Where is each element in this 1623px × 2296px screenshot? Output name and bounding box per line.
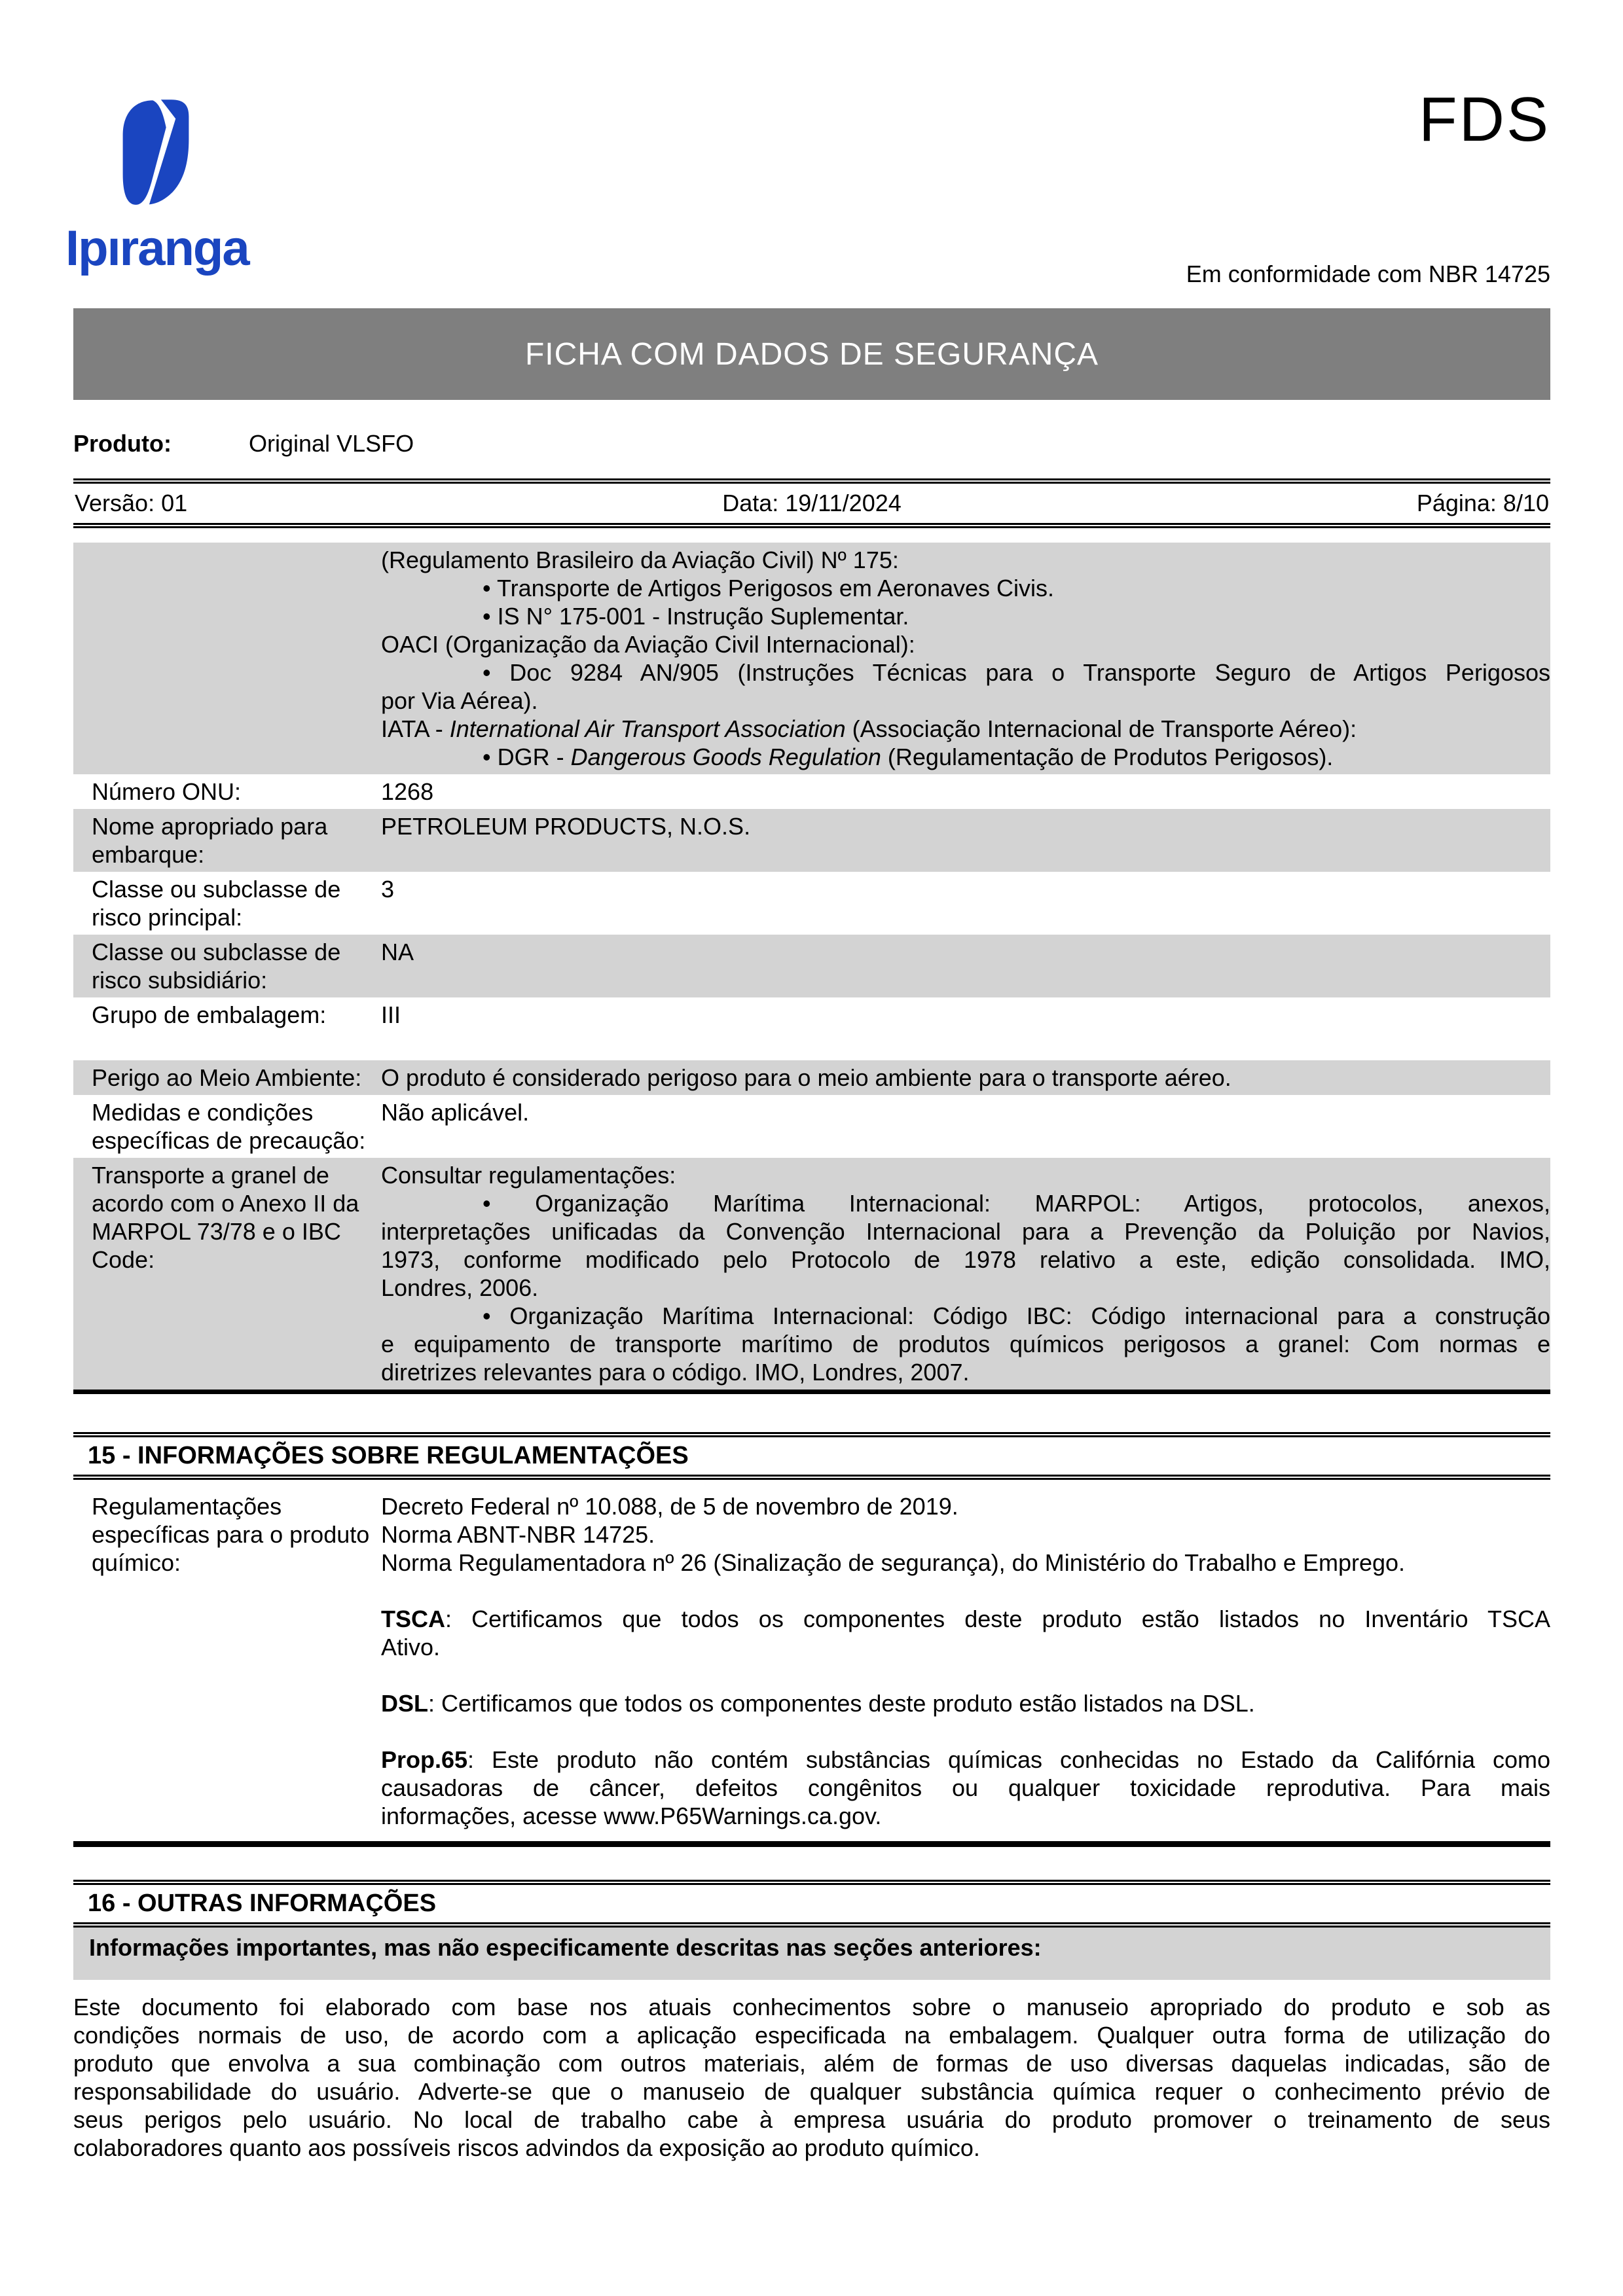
meta-row bbox=[73, 478, 1550, 528]
product-label: Produto: bbox=[73, 430, 172, 457]
table-spacer bbox=[73, 1032, 1550, 1060]
para-line-2: condições normais de uso, de acordo com a aplicação especificada na embalagem. Qualquer outra forma de utilização do bbox=[73, 2022, 1550, 2049]
bulk-intro: Consultar regulamentações: bbox=[381, 1162, 676, 1189]
marpol-bullet-line-2: interpretações unificadas da Convenção Internacional para a Prevenção da Poluição por Navios, bbox=[381, 1218, 1550, 1245]
row-bulk-transport-value bbox=[381, 1158, 1550, 1390]
rbac-bullet-2: • IS N° 175-001 - Instrução Suplementar. bbox=[483, 603, 909, 630]
row-packing-group-label: Grupo de embalagem: bbox=[92, 1001, 327, 1028]
row-air-regulations bbox=[73, 543, 1550, 774]
brand-wordmark: Ipıranga bbox=[65, 221, 249, 276]
row-bulk-transport bbox=[73, 1158, 1550, 1390]
row-packing-group bbox=[73, 997, 1550, 1032]
row-shipping-name bbox=[73, 809, 1550, 872]
row-packing-group-value: III bbox=[381, 1001, 401, 1028]
row-environment-hazard-value: O produto é considerado perigoso para o meio ambiente para o transporte aéreo. bbox=[381, 1064, 1231, 1091]
ipiranga-flame-icon bbox=[119, 98, 192, 208]
ipiranga-logo bbox=[65, 98, 275, 277]
dgr-line: • DGR - Dangerous Goods Regulation (Regulamentação de Produtos Perigosos). bbox=[483, 744, 1334, 770]
compliance-note: Em conformidade com NBR 14725 bbox=[1186, 260, 1550, 287]
prop65-line-2: causadoras de câncer, defeitos congênitos ou qualquer toxicidade reprodutiva. Para mais bbox=[381, 1774, 1550, 1801]
row-numero-onu-label: Número ONU: bbox=[92, 778, 242, 805]
row-environment-hazard bbox=[73, 1060, 1550, 1095]
section-15-row-label: Regulamentações específicas para o produto químico: bbox=[92, 1493, 370, 1576]
prop65-line-1: Prop.65: Este produto não contém substâncias químicas conhecidas no Estado da Califórnia como bbox=[381, 1746, 1550, 1773]
row-hazard-class-value: 3 bbox=[381, 876, 395, 903]
marpol-bullet-line-4: Londres, 2006. bbox=[381, 1274, 539, 1301]
row-subsidiary-class bbox=[73, 935, 1550, 997]
reg-line-1: Decreto Federal nº 10.088, de 5 de novembro de 2019. bbox=[381, 1493, 958, 1520]
row-precautions bbox=[73, 1095, 1550, 1158]
ibc-bullet-line-2: e equipamento de transporte marítimo de produtos químicos perigosos a granel: Com normas e bbox=[381, 1331, 1550, 1357]
ibc-bullet-line-3: diretrizes relevantes para o código. IMO, Londres, 2007. bbox=[381, 1359, 970, 1386]
para-line-3: produto que envolva a sua combinação com outros materiais, além de formas de uso diversas daquelas indicadas, são de bbox=[73, 2050, 1550, 2077]
rbac-intro: (Regulamento Brasileiro da Aviação Civil) Nº 175: bbox=[381, 547, 899, 573]
section-16-paragraph bbox=[73, 1993, 1550, 2162]
para-line-4: responsabilidade do usuário. Adverte-se que o manuseio de qualquer substância química requer o conhecimento prévio de bbox=[73, 2078, 1550, 2105]
product-value: Original VLSFO bbox=[249, 430, 414, 457]
prop65-line-3: informações, acesse www.P65Warnings.ca.gov. bbox=[381, 1803, 882, 1829]
row-precautions-value: Não aplicável. bbox=[381, 1099, 530, 1126]
row-air-regulations-label bbox=[73, 543, 381, 774]
tsca-line-2: Ativo. bbox=[381, 1634, 441, 1660]
version-text: Versão: 01 bbox=[75, 490, 188, 516]
row-subsidiary-class-label: Classe ou subclasse de risco subsidiário: bbox=[92, 939, 341, 994]
blank-line bbox=[381, 1577, 1550, 1605]
oaci-intro: OACI (Organização da Aviação Civil Internacional): bbox=[381, 631, 915, 658]
page-content bbox=[73, 308, 1550, 2162]
blank-line bbox=[381, 1717, 1550, 1746]
section-16-header: 16 - OUTRAS INFORMAÇÕES bbox=[73, 1880, 1550, 1928]
row-numero-onu-value: 1268 bbox=[381, 778, 434, 805]
iata-italic-name: International Air Transport Association bbox=[449, 715, 846, 742]
row-numero-onu bbox=[73, 774, 1550, 809]
ibc-bullet-line-1: • Organização Marítima Internacional: Código IBC: Código internacional para a construção bbox=[483, 1302, 1550, 1329]
blank-line bbox=[381, 1661, 1550, 1689]
para-line-5: seus perigos pelo usuário. No local de trabalho cabe à empresa usuária do produto promover o treinamento de seus bbox=[73, 2106, 1550, 2133]
transport-table bbox=[73, 543, 1550, 1394]
reg-line-2: Norma ABNT-NBR 14725. bbox=[381, 1521, 655, 1548]
prop65-term: Prop.65 bbox=[381, 1746, 468, 1773]
para-line-6: colaboradores quanto aos possíveis riscos advindos da exposição ao produto químico. bbox=[73, 2134, 980, 2161]
row-environment-hazard-label: Perigo ao Meio Ambiente: bbox=[92, 1064, 362, 1091]
row-bulk-transport-label: Transporte a granel de acordo com o Anexo II da MARPOL 73/78 e o IBC Code: bbox=[92, 1162, 359, 1273]
marpol-bullet-line-3: 1973, conforme modificado pelo Protocolo de 1978 relativo a este, edição consolidada. IMO, bbox=[381, 1246, 1550, 1273]
oaci-bullet-line-2: por Via Aérea). bbox=[381, 687, 538, 714]
iata-line: IATA - International Air Transport Association (Associação Internacional de Transporte Aéreo): bbox=[381, 715, 1357, 742]
row-air-regulations-value bbox=[381, 543, 1550, 774]
tsca-line-1: TSCA: Certificamos que todos os componentes deste produto estão listados no Inventário TSCA bbox=[381, 1605, 1550, 1632]
title-banner: FICHA COM DADOS DE SEGURANÇA bbox=[73, 308, 1550, 400]
row-precautions-label: Medidas e condições específicas de precaução: bbox=[92, 1099, 366, 1154]
date-text: Data: 19/11/2024 bbox=[722, 490, 902, 516]
oaci-bullet-line-1: • Doc 9284 AN/905 (Instruções Técnicas para o Transporte Seguro de Artigos Perigosos bbox=[483, 659, 1550, 686]
reg-line-3: Norma Regulamentadora nº 26 (Sinalização de segurança), do Ministério do Trabalho e Emprego. bbox=[381, 1549, 1406, 1576]
section-15-row-value bbox=[381, 1489, 1550, 1833]
product-row bbox=[73, 430, 1550, 457]
row-hazard-class-label: Classe ou subclasse de risco principal: bbox=[92, 876, 341, 931]
row-shipping-name-value: PETROLEUM PRODUCTS, N.O.S. bbox=[381, 813, 751, 840]
tsca-term: TSCA bbox=[381, 1605, 445, 1632]
section-16-subheader: Informações importantes, mas não especificamente descritas nas seções anteriores: bbox=[73, 1928, 1550, 1980]
para-line-1: Este documento foi elaborado com base nos atuais conhecimentos sobre o manuseio apropriado do produto e sob as bbox=[73, 1994, 1550, 2020]
row-hazard-class bbox=[73, 872, 1550, 935]
row-subsidiary-class-value: NA bbox=[381, 939, 414, 965]
page-number: Página: 8/10 bbox=[1416, 490, 1549, 516]
dgr-italic-name: Dangerous Goods Regulation bbox=[570, 744, 881, 770]
section-15-body bbox=[73, 1489, 1550, 1833]
section-15-header: 15 - INFORMAÇÕES SOBRE REGULAMENTAÇÕES bbox=[73, 1432, 1550, 1480]
dsl-line: DSL: Certificamos que todos os componentes deste produto estão listados na DSL. bbox=[381, 1690, 1255, 1717]
marpol-bullet-line-1: • Organização Marítima Internacional: MARPOL: Artigos, protocolos, anexos, bbox=[483, 1190, 1550, 1217]
section-15-end-rule bbox=[73, 1841, 1550, 1847]
doc-code: FDS bbox=[1419, 84, 1550, 154]
row-shipping-name-label: Nome apropriado para embarque: bbox=[92, 813, 328, 868]
dsl-term: DSL bbox=[381, 1690, 428, 1717]
rbac-bullet-1: • Transporte de Artigos Perigosos em Aeronaves Civis. bbox=[483, 575, 1055, 601]
